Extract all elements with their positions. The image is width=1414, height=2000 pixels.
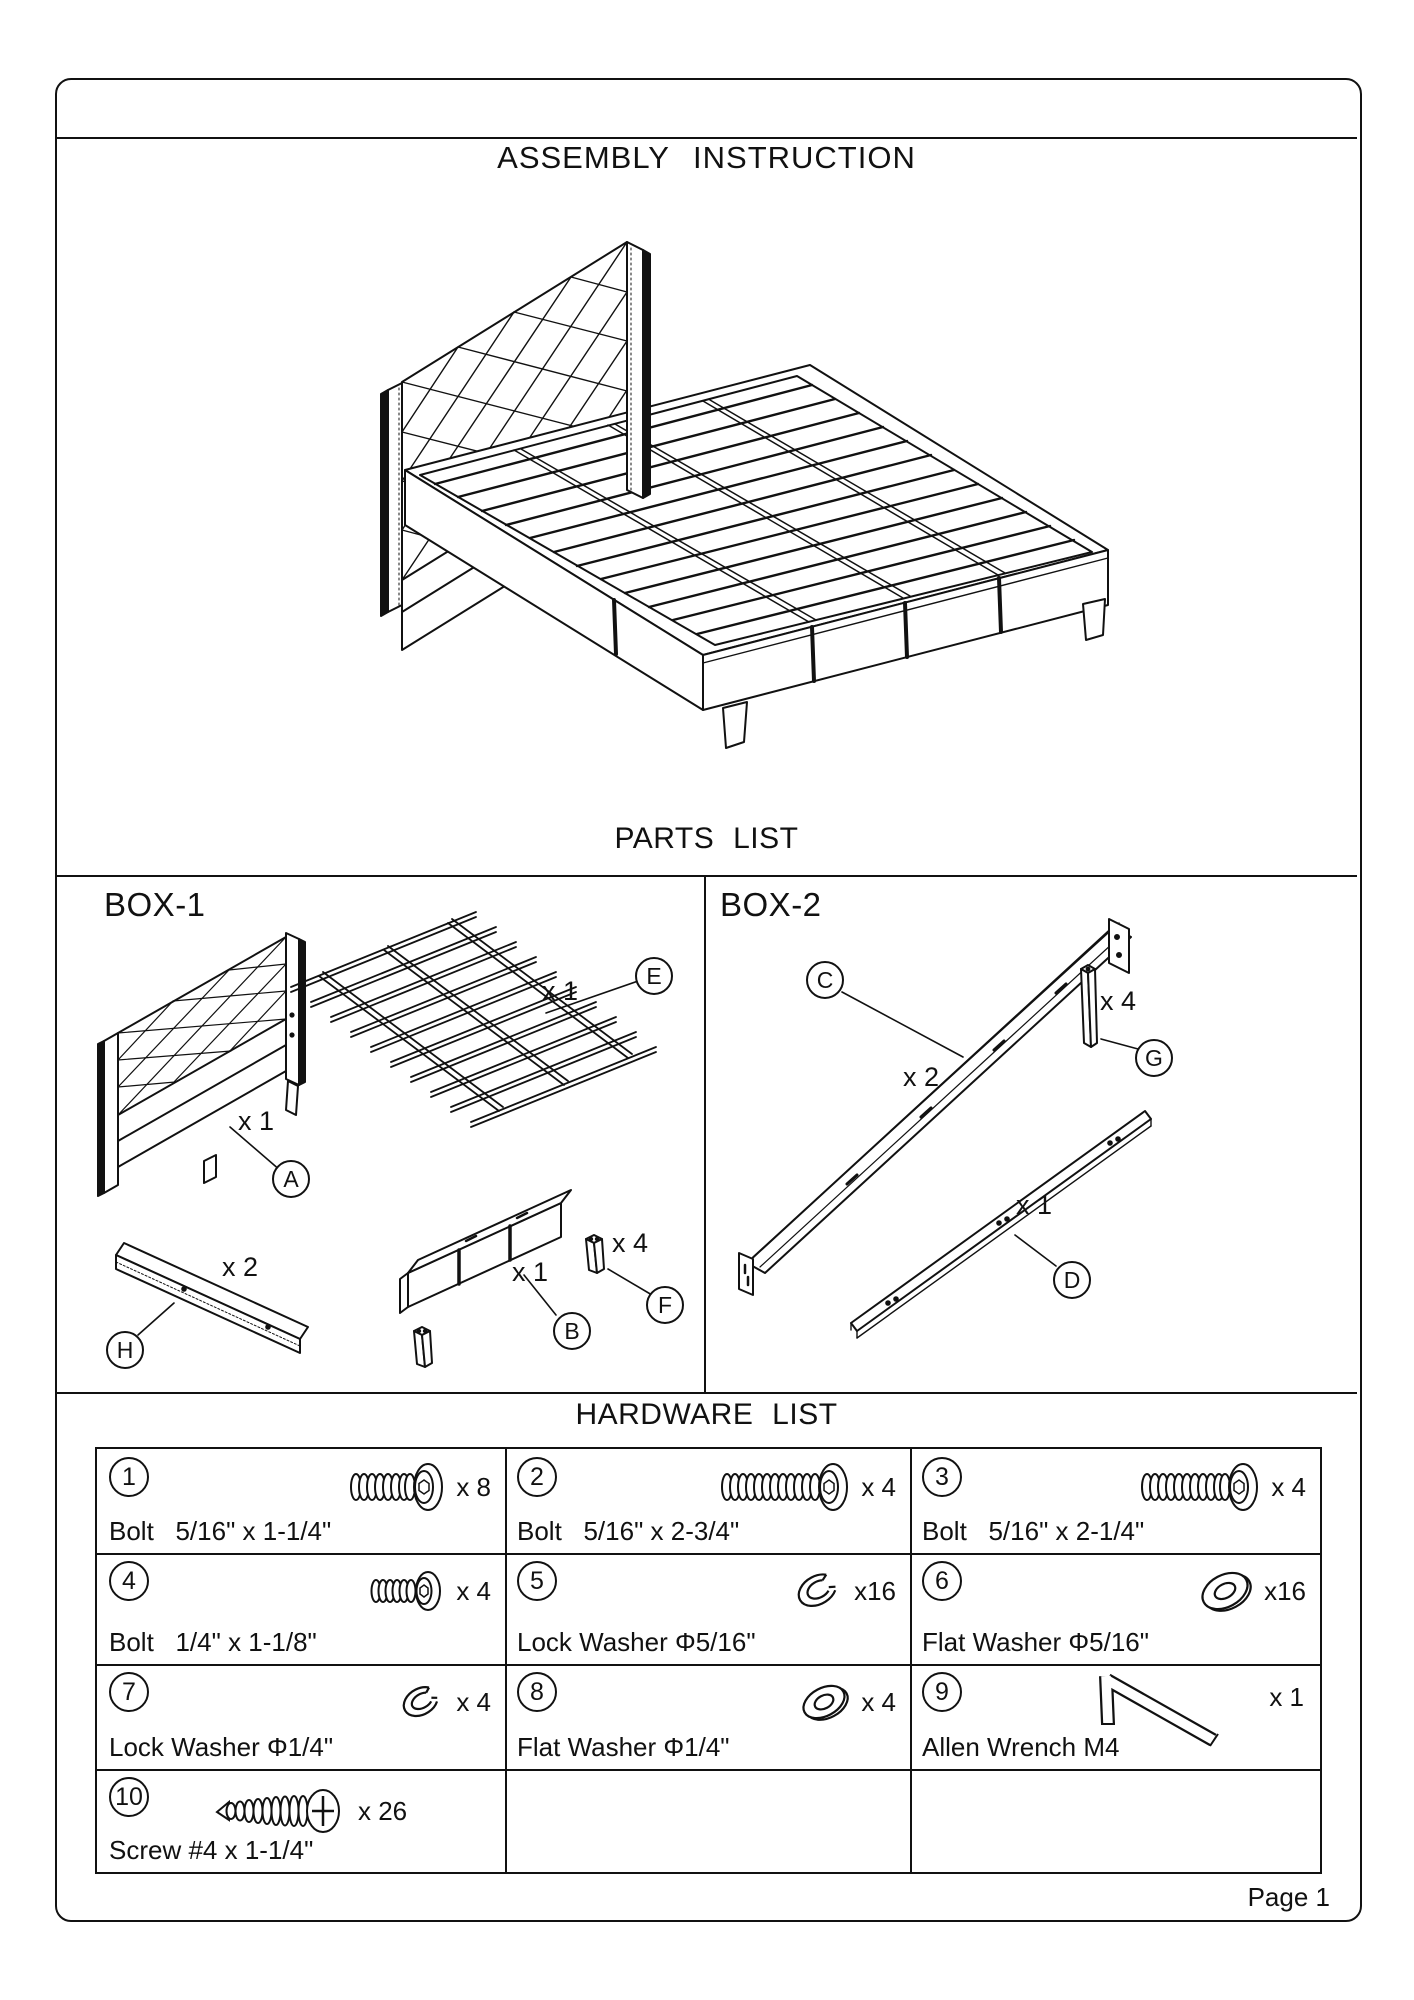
part-letter: H bbox=[116, 1336, 134, 1363]
item-quantity: x16 bbox=[1264, 1575, 1306, 1606]
item-label: Bolt 1/4" x 1-1/8" bbox=[109, 1627, 317, 1657]
item-number-badge: 3 bbox=[922, 1457, 962, 1497]
bolt-icon bbox=[719, 1459, 853, 1515]
screw-icon bbox=[215, 1782, 350, 1840]
page-number: Page 1 bbox=[1247, 1882, 1330, 1912]
item-number-badge: 8 bbox=[517, 1672, 557, 1712]
box2-label: BOX-2 bbox=[720, 886, 822, 923]
bolt-icon bbox=[1139, 1459, 1263, 1515]
qty-leg: x 4 bbox=[1100, 986, 1137, 1016]
header-divider bbox=[56, 137, 1357, 139]
left-post bbox=[388, 383, 402, 612]
bolt-icon bbox=[348, 1459, 448, 1515]
lock-washer-icon bbox=[392, 1672, 448, 1732]
item-quantity: x 4 bbox=[1271, 1471, 1306, 1502]
hardware-item-2 bbox=[505, 1449, 910, 1553]
lock-washer-icon bbox=[786, 1559, 846, 1623]
part-letter: B bbox=[564, 1317, 580, 1344]
item-number-badge: 2 bbox=[517, 1457, 557, 1497]
front-left-leg bbox=[723, 702, 747, 748]
item-number-badge: 7 bbox=[109, 1672, 149, 1712]
part-letter: D bbox=[1063, 1266, 1081, 1293]
part-letter: A bbox=[283, 1165, 299, 1192]
parts-list-heading: PARTS LIST bbox=[614, 822, 799, 855]
page-title: ASSEMBLY INSTRUCTION bbox=[497, 140, 916, 175]
box1-parts-drawing bbox=[56, 875, 704, 1390]
flat-washer-icon bbox=[795, 1674, 853, 1730]
hardware-item-10 bbox=[97, 1769, 505, 1872]
part-slat-roll bbox=[291, 912, 656, 1127]
hardware-top-divider bbox=[56, 1392, 1357, 1394]
front-right-leg bbox=[1083, 599, 1105, 640]
item-number-badge: 1 bbox=[109, 1457, 149, 1497]
item-number-badge: 6 bbox=[922, 1561, 962, 1601]
hardware-item-8 bbox=[505, 1664, 910, 1769]
part-badge-B bbox=[553, 1312, 591, 1350]
part-badge-G bbox=[1135, 1039, 1173, 1077]
part-badge-A bbox=[272, 1160, 310, 1198]
part-letter: E bbox=[646, 962, 662, 989]
hardware-item-4 bbox=[97, 1553, 505, 1664]
qty-side-rail: x 2 bbox=[903, 1062, 940, 1092]
item-label: Bolt 5/16" x 1-1/4" bbox=[109, 1516, 332, 1546]
box1-label: BOX-1 bbox=[104, 886, 206, 923]
right-post-edge bbox=[643, 250, 650, 498]
part-support-rail bbox=[116, 1243, 308, 1353]
hardware-item-1 bbox=[97, 1449, 505, 1553]
item-label: Bolt 5/16" x 2-3/4" bbox=[517, 1516, 740, 1546]
item-label: Lock Washer Φ1/4" bbox=[109, 1732, 334, 1762]
item-number-badge: 10 bbox=[109, 1777, 149, 1817]
item-label: Flat Washer Φ1/4" bbox=[517, 1732, 730, 1762]
item-quantity: x 1 bbox=[1269, 1682, 1304, 1712]
item-label: Flat Washer Φ5/16" bbox=[922, 1627, 1149, 1657]
qty-support-leg: x 4 bbox=[612, 1228, 649, 1258]
part-letter: G bbox=[1145, 1044, 1163, 1071]
item-number-badge: 5 bbox=[517, 1561, 557, 1601]
item-quantity: x16 bbox=[854, 1575, 896, 1606]
item-quantity: x 26 bbox=[358, 1795, 408, 1826]
part-badge-C bbox=[806, 961, 844, 999]
item-quantity: x 4 bbox=[861, 1686, 896, 1717]
part-headboard bbox=[98, 933, 305, 1196]
qty-slat-roll: x 1 bbox=[542, 976, 579, 1006]
part-side-rail bbox=[739, 919, 1131, 1295]
item-label: Allen Wrench M4 bbox=[922, 1732, 1120, 1762]
item-quantity: x 8 bbox=[456, 1471, 491, 1502]
hardware-table bbox=[95, 1447, 1322, 1874]
item-label: Bolt 5/16" x 2-1/4" bbox=[922, 1516, 1145, 1546]
hardware-item-7 bbox=[97, 1664, 505, 1769]
hardware-item-9 bbox=[910, 1664, 1320, 1769]
part-badge-E bbox=[635, 957, 673, 995]
flat-washer-icon bbox=[1194, 1562, 1256, 1620]
part-badge-H bbox=[106, 1331, 144, 1369]
item-quantity: x 4 bbox=[456, 1575, 491, 1606]
left-post-edge bbox=[381, 390, 388, 616]
hardware-item-6 bbox=[910, 1553, 1320, 1664]
item-number-badge: 4 bbox=[109, 1561, 149, 1601]
qty-headboard: x 1 bbox=[238, 1106, 275, 1136]
part-footboard-rail bbox=[400, 1190, 571, 1315]
bed-assembly-drawing bbox=[295, 180, 1135, 820]
box2-parts-drawing bbox=[705, 875, 1360, 1390]
hardware-empty-cell bbox=[505, 1769, 910, 1872]
item-quantity: x 4 bbox=[456, 1686, 491, 1717]
part-badge-D bbox=[1053, 1261, 1091, 1299]
item-quantity: x 4 bbox=[861, 1471, 896, 1502]
part-letter: C bbox=[816, 966, 834, 993]
hardware-item-3 bbox=[910, 1449, 1320, 1553]
hardware-item-5 bbox=[505, 1553, 910, 1664]
hardware-list-heading: HARDWARE LIST bbox=[575, 1398, 838, 1431]
item-label: Screw #4 x 1-1/4" bbox=[109, 1835, 314, 1865]
hardware-empty-cell bbox=[910, 1769, 1320, 1872]
right-post bbox=[627, 242, 643, 498]
item-label: Lock Washer Φ5/16" bbox=[517, 1627, 756, 1657]
qty-footboard-rail: x 1 bbox=[512, 1257, 549, 1287]
bolt-icon bbox=[368, 1566, 448, 1616]
qty-center-rail: x 1 bbox=[1016, 1190, 1053, 1220]
part-badge-F bbox=[646, 1286, 684, 1324]
part-letter: F bbox=[657, 1291, 673, 1318]
qty-support-rail: x 2 bbox=[222, 1252, 259, 1282]
item-number-badge: 9 bbox=[922, 1672, 962, 1712]
